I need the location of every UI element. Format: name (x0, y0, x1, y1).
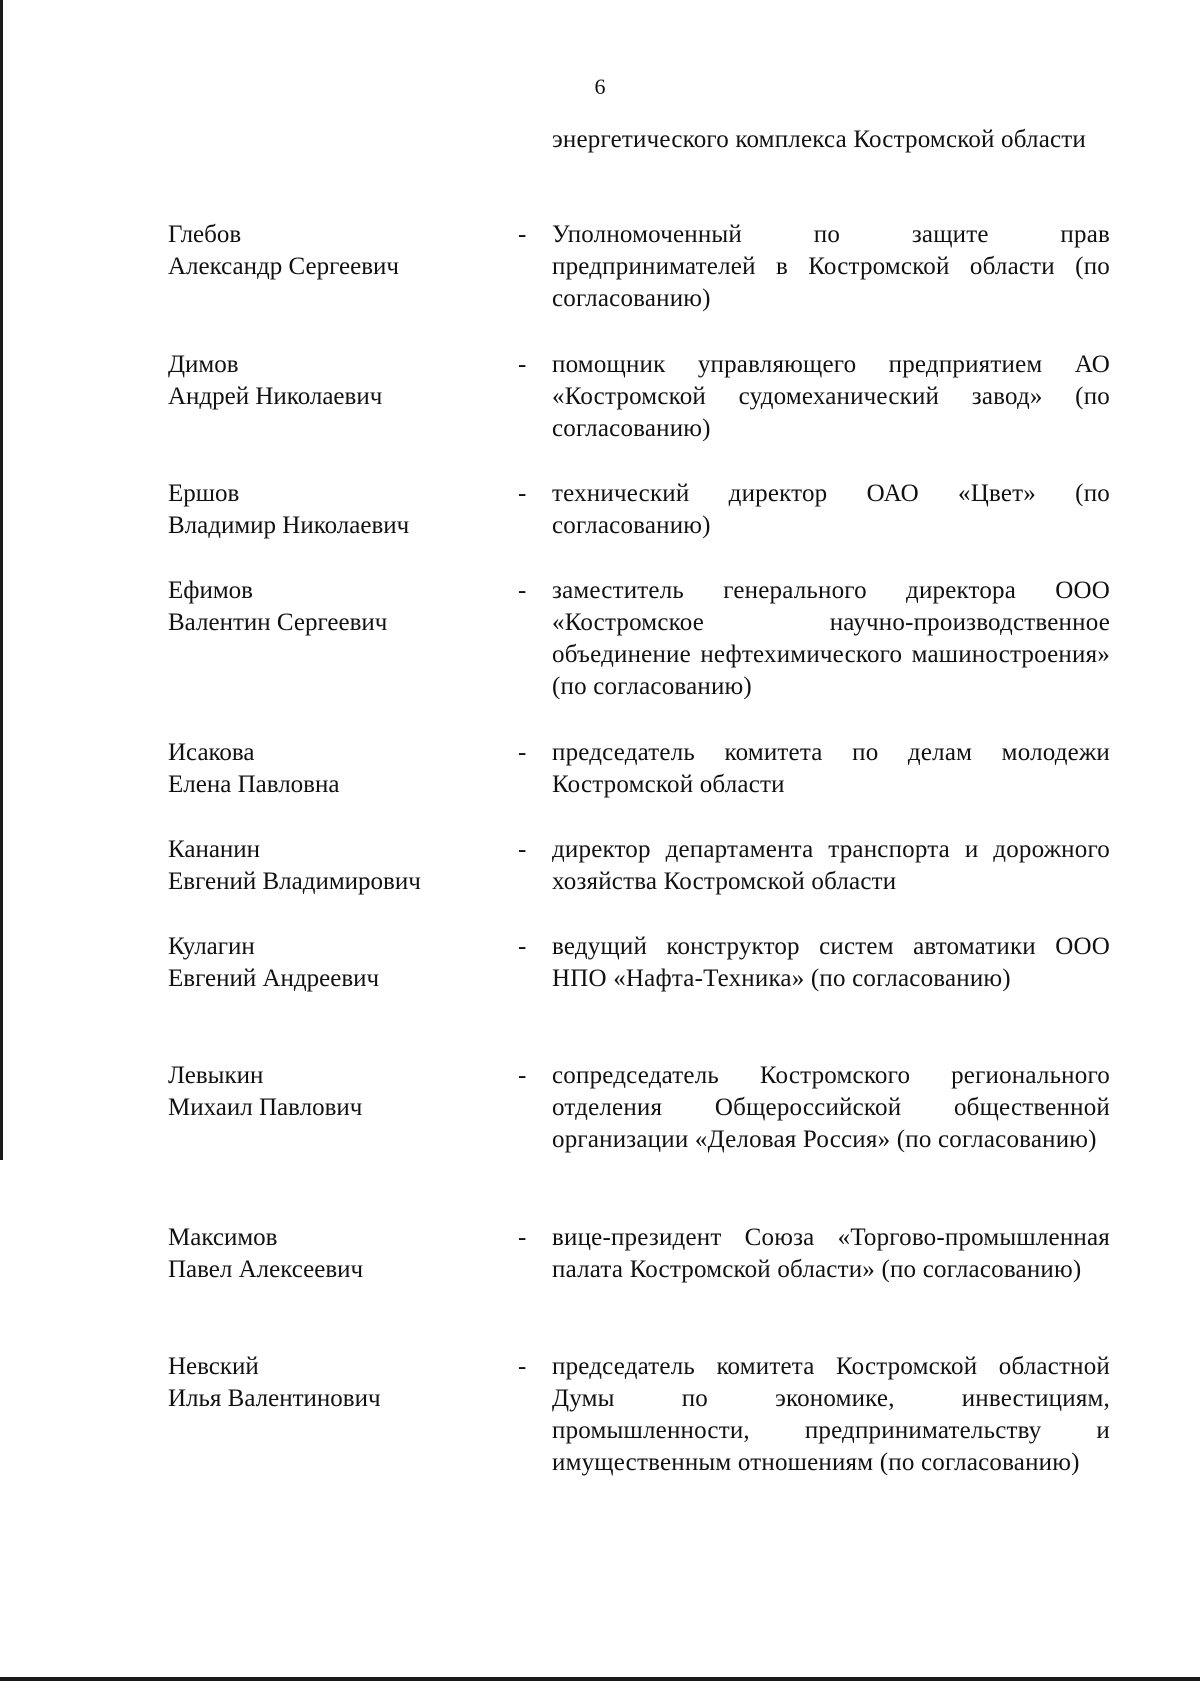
member-surname: Кулагин (168, 933, 255, 960)
member-surname: Максимов (168, 1224, 278, 1251)
member-surname: Ефимов (168, 577, 253, 604)
member-given-name: Михаил Павлович (168, 1094, 363, 1121)
member-dash: - (518, 933, 527, 960)
scan-left-edge (0, 0, 3, 1160)
member-surname: Димов (168, 351, 239, 378)
member-name (168, 1222, 498, 1286)
member-position: вице-президент Союза «Торгово-промышленная палата Костромской области» (по согласованию) (552, 1224, 1110, 1283)
member-name (168, 219, 498, 283)
member-surname: Кананин (168, 836, 261, 863)
member-dash: - (518, 836, 527, 863)
member-name (168, 1060, 498, 1124)
member-surname: Глебов (168, 221, 242, 248)
member-surname: Невский (168, 1353, 259, 1380)
member-position: заместитель генерального директора ООО «Костромское научно-производственное объединение нефтехимического машиностроения» (по согласованию) (552, 577, 1110, 700)
member-position: директор департамента транспорта и дорожного хозяйства Костромской области (552, 836, 1110, 895)
member-dash: - (518, 1062, 527, 1089)
member-position: Уполномоченный по защите прав предпринимателей в Костромской области (по согласованию) (552, 221, 1110, 312)
member-given-name: Евгений Андреевич (168, 965, 380, 992)
member-given-name: Владимир Николаевич (168, 512, 410, 539)
scan-bottom-edge (0, 1677, 1200, 1681)
member-name (168, 575, 498, 639)
page-number: 6 (594, 74, 606, 99)
member-dash: - (518, 1353, 527, 1380)
member-position: председатель комитета Костромской областной Думы по экономике, инвестициям, промышленности, предпринимательству и имущественным отношениям (по согласованию) (552, 1353, 1110, 1476)
member-dash: - (518, 577, 527, 604)
continuation-text: энергетического комплекса Костромской области (552, 126, 1087, 153)
member-name (168, 1351, 498, 1415)
member-name (168, 478, 498, 542)
member-given-name: Александр Сергеевич (168, 253, 399, 280)
member-dash: - (518, 1224, 527, 1251)
member-surname: Ершов (168, 480, 240, 507)
member-name (168, 931, 498, 995)
member-given-name: Андрей Николаевич (168, 383, 383, 410)
member-given-name: Илья Валентинович (168, 1385, 381, 1412)
member-name (168, 349, 498, 413)
member-given-name: Елена Павловна (168, 771, 340, 798)
member-dash: - (518, 351, 527, 378)
member-given-name: Евгений Владимирович (168, 868, 421, 895)
member-given-name: Павел Алексеевич (168, 1256, 364, 1283)
member-dash: - (518, 739, 527, 766)
member-position: технический директор ОАО «Цвет» (по согласованию) (552, 480, 1110, 539)
member-dash: - (518, 221, 527, 248)
member-surname: Левыкин (168, 1062, 264, 1089)
member-given-name: Валентин Сергеевич (168, 609, 388, 636)
member-position: председатель комитета по делам молодежи Костромской области (552, 739, 1110, 798)
member-position: ведущий конструктор систем автоматики ООО НПО «Нафта-Техника» (по согласованию) (552, 933, 1110, 992)
member-position: помощник управляющего предприятием АО «Костромской судомеханический завод» (по согласованию) (552, 351, 1110, 442)
member-name (168, 834, 498, 898)
member-position: сопредседатель Костромского регионального отделения Общероссийской общественной организации «Деловая Россия» (по согласованию) (552, 1062, 1110, 1153)
member-name (168, 737, 498, 801)
member-dash: - (518, 480, 527, 507)
member-surname: Исакова (168, 739, 255, 766)
